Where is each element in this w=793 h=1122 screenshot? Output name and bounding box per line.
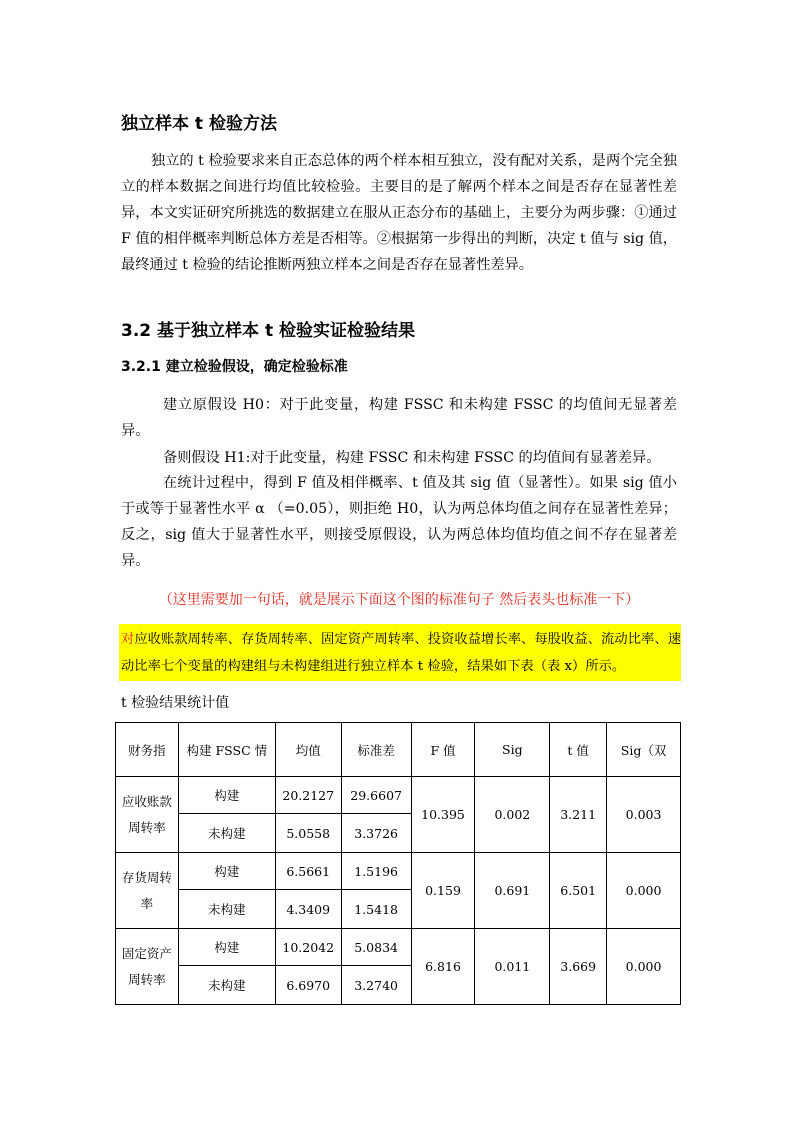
- sig2-cell: 0.000: [607, 853, 681, 929]
- f-cell: 6.816: [411, 929, 475, 1005]
- heading-3-2-1: 3.2.1 建立检验假设，确定检验标准: [121, 359, 348, 375]
- sd-cell: 1.5418: [341, 890, 411, 929]
- status-cell: 未构建: [178, 966, 275, 1005]
- header-fssc-status: 构建 FSSC 情: [178, 723, 275, 777]
- header-sd: 标准差: [341, 723, 411, 777]
- t-test-table: [115, 722, 681, 1005]
- header-f: F 值: [411, 723, 475, 777]
- indicator-cell: 应收账款周转率: [116, 777, 179, 853]
- table-header-row: [116, 723, 681, 777]
- indicator-cell: 固定资产周转率: [116, 929, 179, 1005]
- section-heading: 独立样本 t 检验方法: [121, 114, 277, 134]
- highlight-text: 应收账款周转率、存货周转率、固定资产周转率、投资收益增长率、每股收益、流动比率、速动比率七个变量的构建组与未构建组进行独立样本 t 检验，结果如下表（表 x）所示。: [121, 632, 682, 674]
- status-cell: 构建: [178, 777, 275, 814]
- mean-cell: 10.2042: [275, 929, 341, 966]
- header-sig: Sig: [475, 723, 550, 777]
- hypothesis-h0: 建立原假设 H0：对于此变量，构建 FSSC 和未构建 FSSC 的均值间无显著差异。: [121, 397, 677, 439]
- status-cell: 未构建: [178, 890, 275, 929]
- table-caption: t 检验结果统计值: [121, 695, 230, 711]
- highlight-first-char: 对: [121, 632, 135, 647]
- mean-cell: 6.5661: [275, 853, 341, 890]
- mean-cell: 5.0558: [275, 814, 341, 853]
- header-sig-two-tailed: Sig（双: [607, 723, 681, 777]
- header-t: t 值: [550, 723, 607, 777]
- process-paragraph: 在统计过程中，得到 F 值及相伴概率、t 值及其 sig 值（显著性）。如果 sig 值小于或等于显著性水平 α （=0.05），则拒绝 H0，认为两总体均值之间存在显著性差异；反之，sig 值大于显著性水平，则接受原假设，认为两总体均值均值之间不存在显著差异。: [121, 475, 677, 569]
- t-cell: 3.211: [550, 777, 607, 853]
- mean-cell: 4.3409: [275, 890, 341, 929]
- sig-cell: 0.011: [475, 929, 550, 1005]
- header-mean: 均值: [275, 723, 341, 777]
- sig-cell: 0.691: [475, 853, 550, 929]
- sd-cell: 1.5196: [341, 853, 411, 890]
- indicator-cell: 存货周转率: [116, 853, 179, 929]
- status-cell: 构建: [178, 929, 275, 966]
- mean-cell: 6.6970: [275, 966, 341, 1005]
- editor-note: （这里需要加一句话，就是展示下面这个图的标准句子 然后表头也标准一下）: [158, 592, 640, 608]
- status-cell: 未构建: [178, 814, 275, 853]
- sig-cell: 0.002: [475, 777, 550, 853]
- table-row: [116, 777, 681, 814]
- table-row: [116, 853, 681, 890]
- sd-cell: 3.2740: [341, 966, 411, 1005]
- t-cell: 3.669: [550, 929, 607, 1005]
- f-cell: 0.159: [411, 853, 475, 929]
- sd-cell: 29.6607: [341, 777, 411, 814]
- sig2-cell: 0.000: [607, 929, 681, 1005]
- heading-3-2: 3.2 基于独立样本 t 检验实证检验结果: [121, 321, 415, 341]
- sig2-cell: 0.003: [607, 777, 681, 853]
- status-cell: 构建: [178, 853, 275, 890]
- hypothesis-h1: 备则假设 H1:对于此变量，构建 FSSC 和未构建 FSSC 的均值间有显著差异。: [163, 450, 661, 466]
- mean-cell: 20.2127: [275, 777, 341, 814]
- f-cell: 10.395: [411, 777, 475, 853]
- highlighted-paragraph: [119, 624, 681, 681]
- header-indicator: 财务指: [116, 723, 179, 777]
- t-cell: 6.501: [550, 853, 607, 929]
- sd-cell: 5.0834: [341, 929, 411, 966]
- table-row: [116, 929, 681, 966]
- intro-paragraph: 独立的 t 检验要求来自正态总体的两个样本相互独立，没有配对关系，是两个完全独立的样本数据之间进行均值比较检验。主要目的是了解两个样本之间是否存在显著性差异，本文实证研究所挑选的数据建立在服从正态分布的基础上，主要分为两步骤：①通过 F 值的相伴概率判断总体方差是否相等。②根据第一步得出的判断，决定 t 值与 sig 值，最终通过 t 检验的结论推断两独立样本之间是否存在显著性差异。: [121, 153, 677, 273]
- sd-cell: 3.3726: [341, 814, 411, 853]
